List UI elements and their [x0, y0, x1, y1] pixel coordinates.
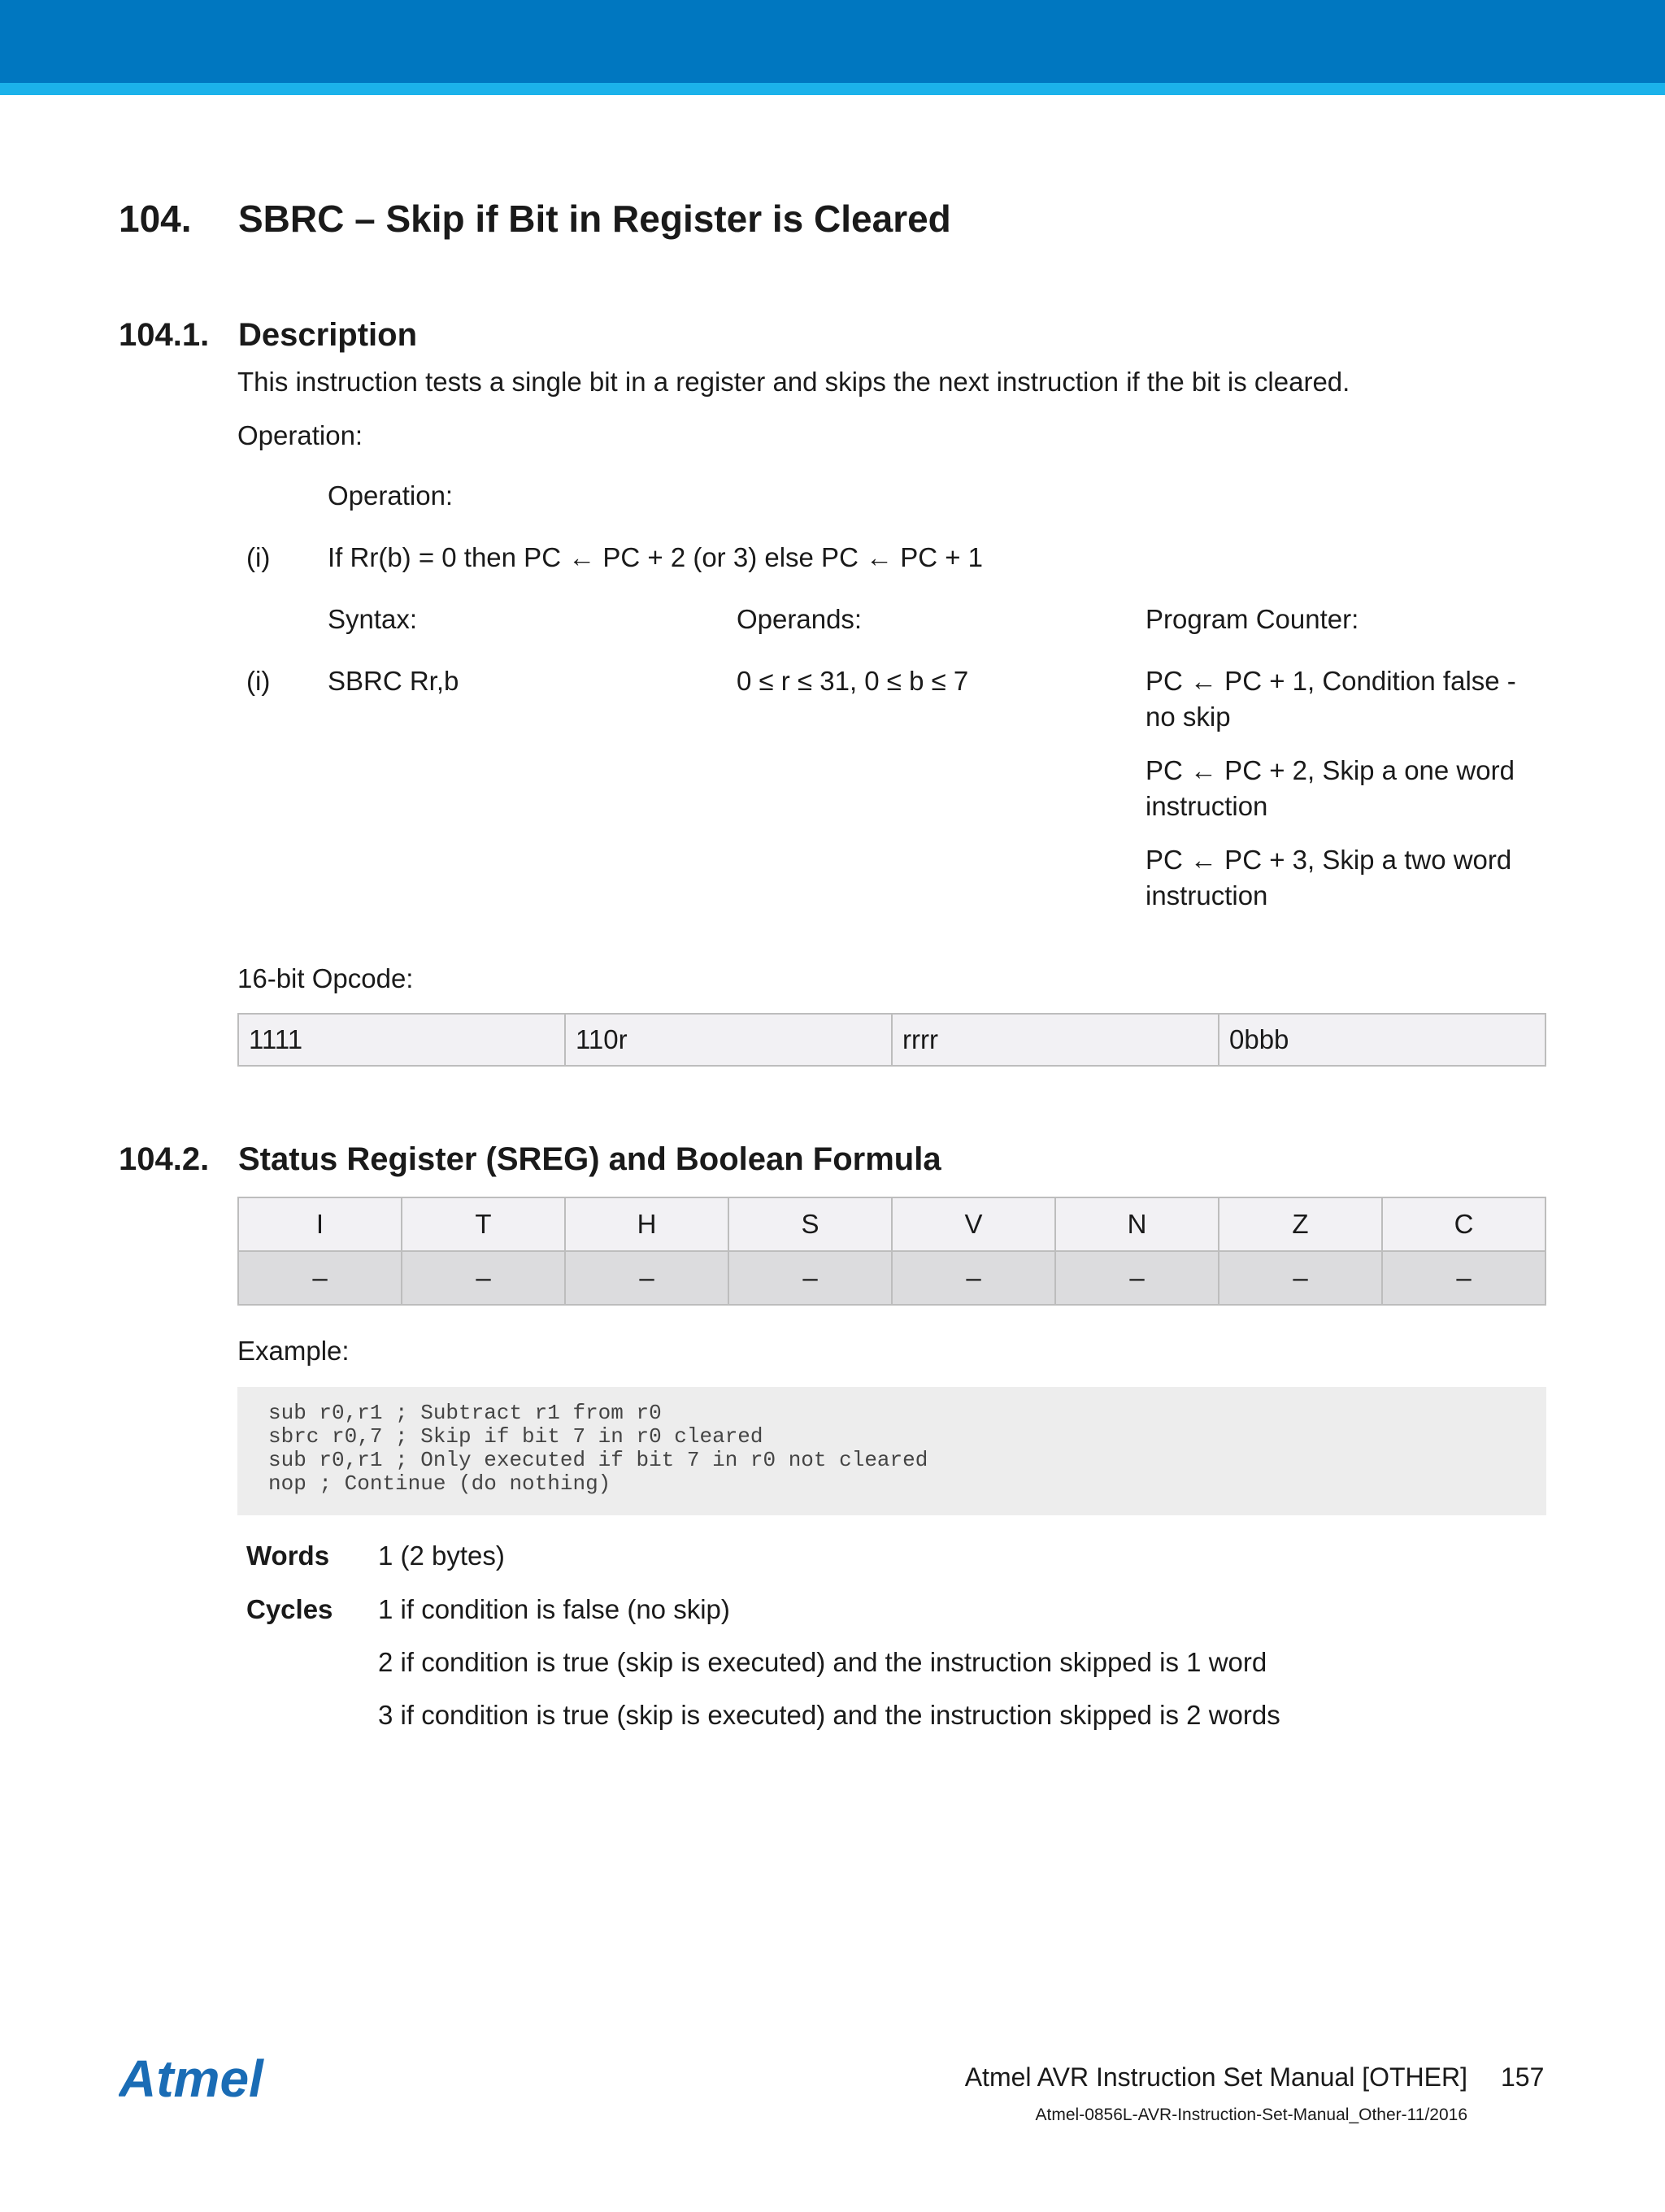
section-number: 104. — [119, 198, 192, 240]
section-title: SBRC – Skip if Bit in Register is Cleared — [238, 198, 951, 240]
example-label: Example: — [237, 1336, 350, 1366]
sreg-flag: H — [565, 1197, 728, 1251]
sreg-value: – — [728, 1251, 892, 1305]
words-label: Words — [246, 1541, 330, 1571]
atmel-logo-text: Atmel — [119, 2051, 263, 2108]
sreg-flag: N — [1055, 1197, 1219, 1251]
footer-doc-id: Atmel-0856L-AVR-Instruction-Set-Manual_Other-11/2016 — [1035, 2106, 1467, 2124]
opcode-cell: rrrr — [892, 1014, 1219, 1066]
opcode-cell: 110r — [565, 1014, 892, 1066]
sreg-value: – — [238, 1251, 402, 1305]
cycles-label: Cycles — [246, 1594, 333, 1624]
sreg-flag: C — [1382, 1197, 1545, 1251]
code-line: sub r0,r1 ; Only executed if bit 7 in r0 not cleared — [268, 1448, 928, 1472]
sreg-value-row — [238, 1251, 1545, 1305]
opcode-cell: 1111 — [238, 1014, 565, 1066]
header-bar — [0, 0, 1665, 83]
sreg-value: – — [402, 1251, 565, 1305]
sreg-value: – — [565, 1251, 728, 1305]
operation-intro-label: Operation: — [237, 420, 363, 450]
sreg-value: – — [1055, 1251, 1219, 1305]
pc-line-2b: instruction — [1146, 791, 1268, 821]
opcode-table — [237, 1013, 1546, 1067]
program-counter-header: Program Counter: — [1146, 604, 1359, 634]
pc-line-1b: no skip — [1146, 702, 1231, 732]
operands-value: 0 ≤ r ≤ 31, 0 ≤ b ≤ 7 — [737, 666, 969, 696]
footer-page-number: 157 — [1501, 2062, 1545, 2092]
code-line: sbrc r0,7 ; Skip if bit 7 in r0 cleared — [268, 1424, 763, 1449]
sreg-value: – — [1382, 1251, 1545, 1305]
operation-index: (i) — [246, 542, 271, 572]
sreg-flag: V — [892, 1197, 1055, 1251]
sreg-flag: T — [402, 1197, 565, 1251]
pc-line-3a: PC ← PC + 3, Skip a two word — [1146, 845, 1512, 875]
cycles-value-2: 2 if condition is true (skip is executed) and the instruction skipped is 1 word — [378, 1647, 1267, 1677]
sreg-value: – — [892, 1251, 1055, 1305]
sreg-table — [237, 1197, 1546, 1306]
sreg-number: 104.2. — [119, 1141, 210, 1177]
pc-line-2a: PC ← PC + 2, Skip a one word — [1146, 755, 1515, 785]
atmel-logo — [119, 2051, 278, 2108]
operation-expression: If Rr(b) = 0 then PC ← PC + 2 (or 3) else PC ← PC + 1 — [328, 542, 984, 572]
syntax-index: (i) — [246, 666, 271, 696]
operation-label: Operation: — [328, 480, 454, 511]
code-block — [237, 1387, 1546, 1515]
words-value: 1 (2 bytes) — [378, 1541, 505, 1571]
pc-line-3b: instruction — [1146, 880, 1268, 910]
sreg-flag: Z — [1219, 1197, 1382, 1251]
footer-manual-title: Atmel AVR Instruction Set Manual [OTHER] — [964, 2062, 1467, 2092]
sreg-flag-row — [238, 1197, 1545, 1251]
code-line: sub r0,r1 ; Subtract r1 from r0 — [268, 1401, 662, 1425]
description-text: This instruction tests a single bit in a register and skips the next instruction if the bit is cleared. — [237, 367, 1350, 397]
header-stripe — [0, 83, 1665, 95]
sreg-title: Status Register (SREG) and Boolean Formula — [238, 1141, 941, 1177]
sreg-flag: I — [238, 1197, 402, 1251]
sreg-value: – — [1219, 1251, 1382, 1305]
opcode-row — [238, 1014, 1545, 1066]
opcode-cell: 0bbb — [1219, 1014, 1545, 1066]
description-number: 104.1. — [119, 317, 210, 353]
sreg-flag: S — [728, 1197, 892, 1251]
description-title: Description — [238, 317, 418, 353]
pc-line-1a: PC ← PC + 1, Condition false - — [1146, 666, 1516, 696]
opcode-label: 16-bit Opcode: — [237, 963, 414, 993]
syntax-value: SBRC Rr,b — [328, 666, 459, 696]
code-line: nop ; Continue (do nothing) — [268, 1471, 611, 1496]
cycles-value-1: 1 if condition is false (no skip) — [378, 1594, 730, 1624]
operands-header: Operands: — [737, 604, 863, 634]
syntax-header: Syntax: — [328, 604, 418, 634]
cycles-value-3: 3 if condition is true (skip is executed) and the instruction skipped is 2 words — [378, 1700, 1280, 1730]
